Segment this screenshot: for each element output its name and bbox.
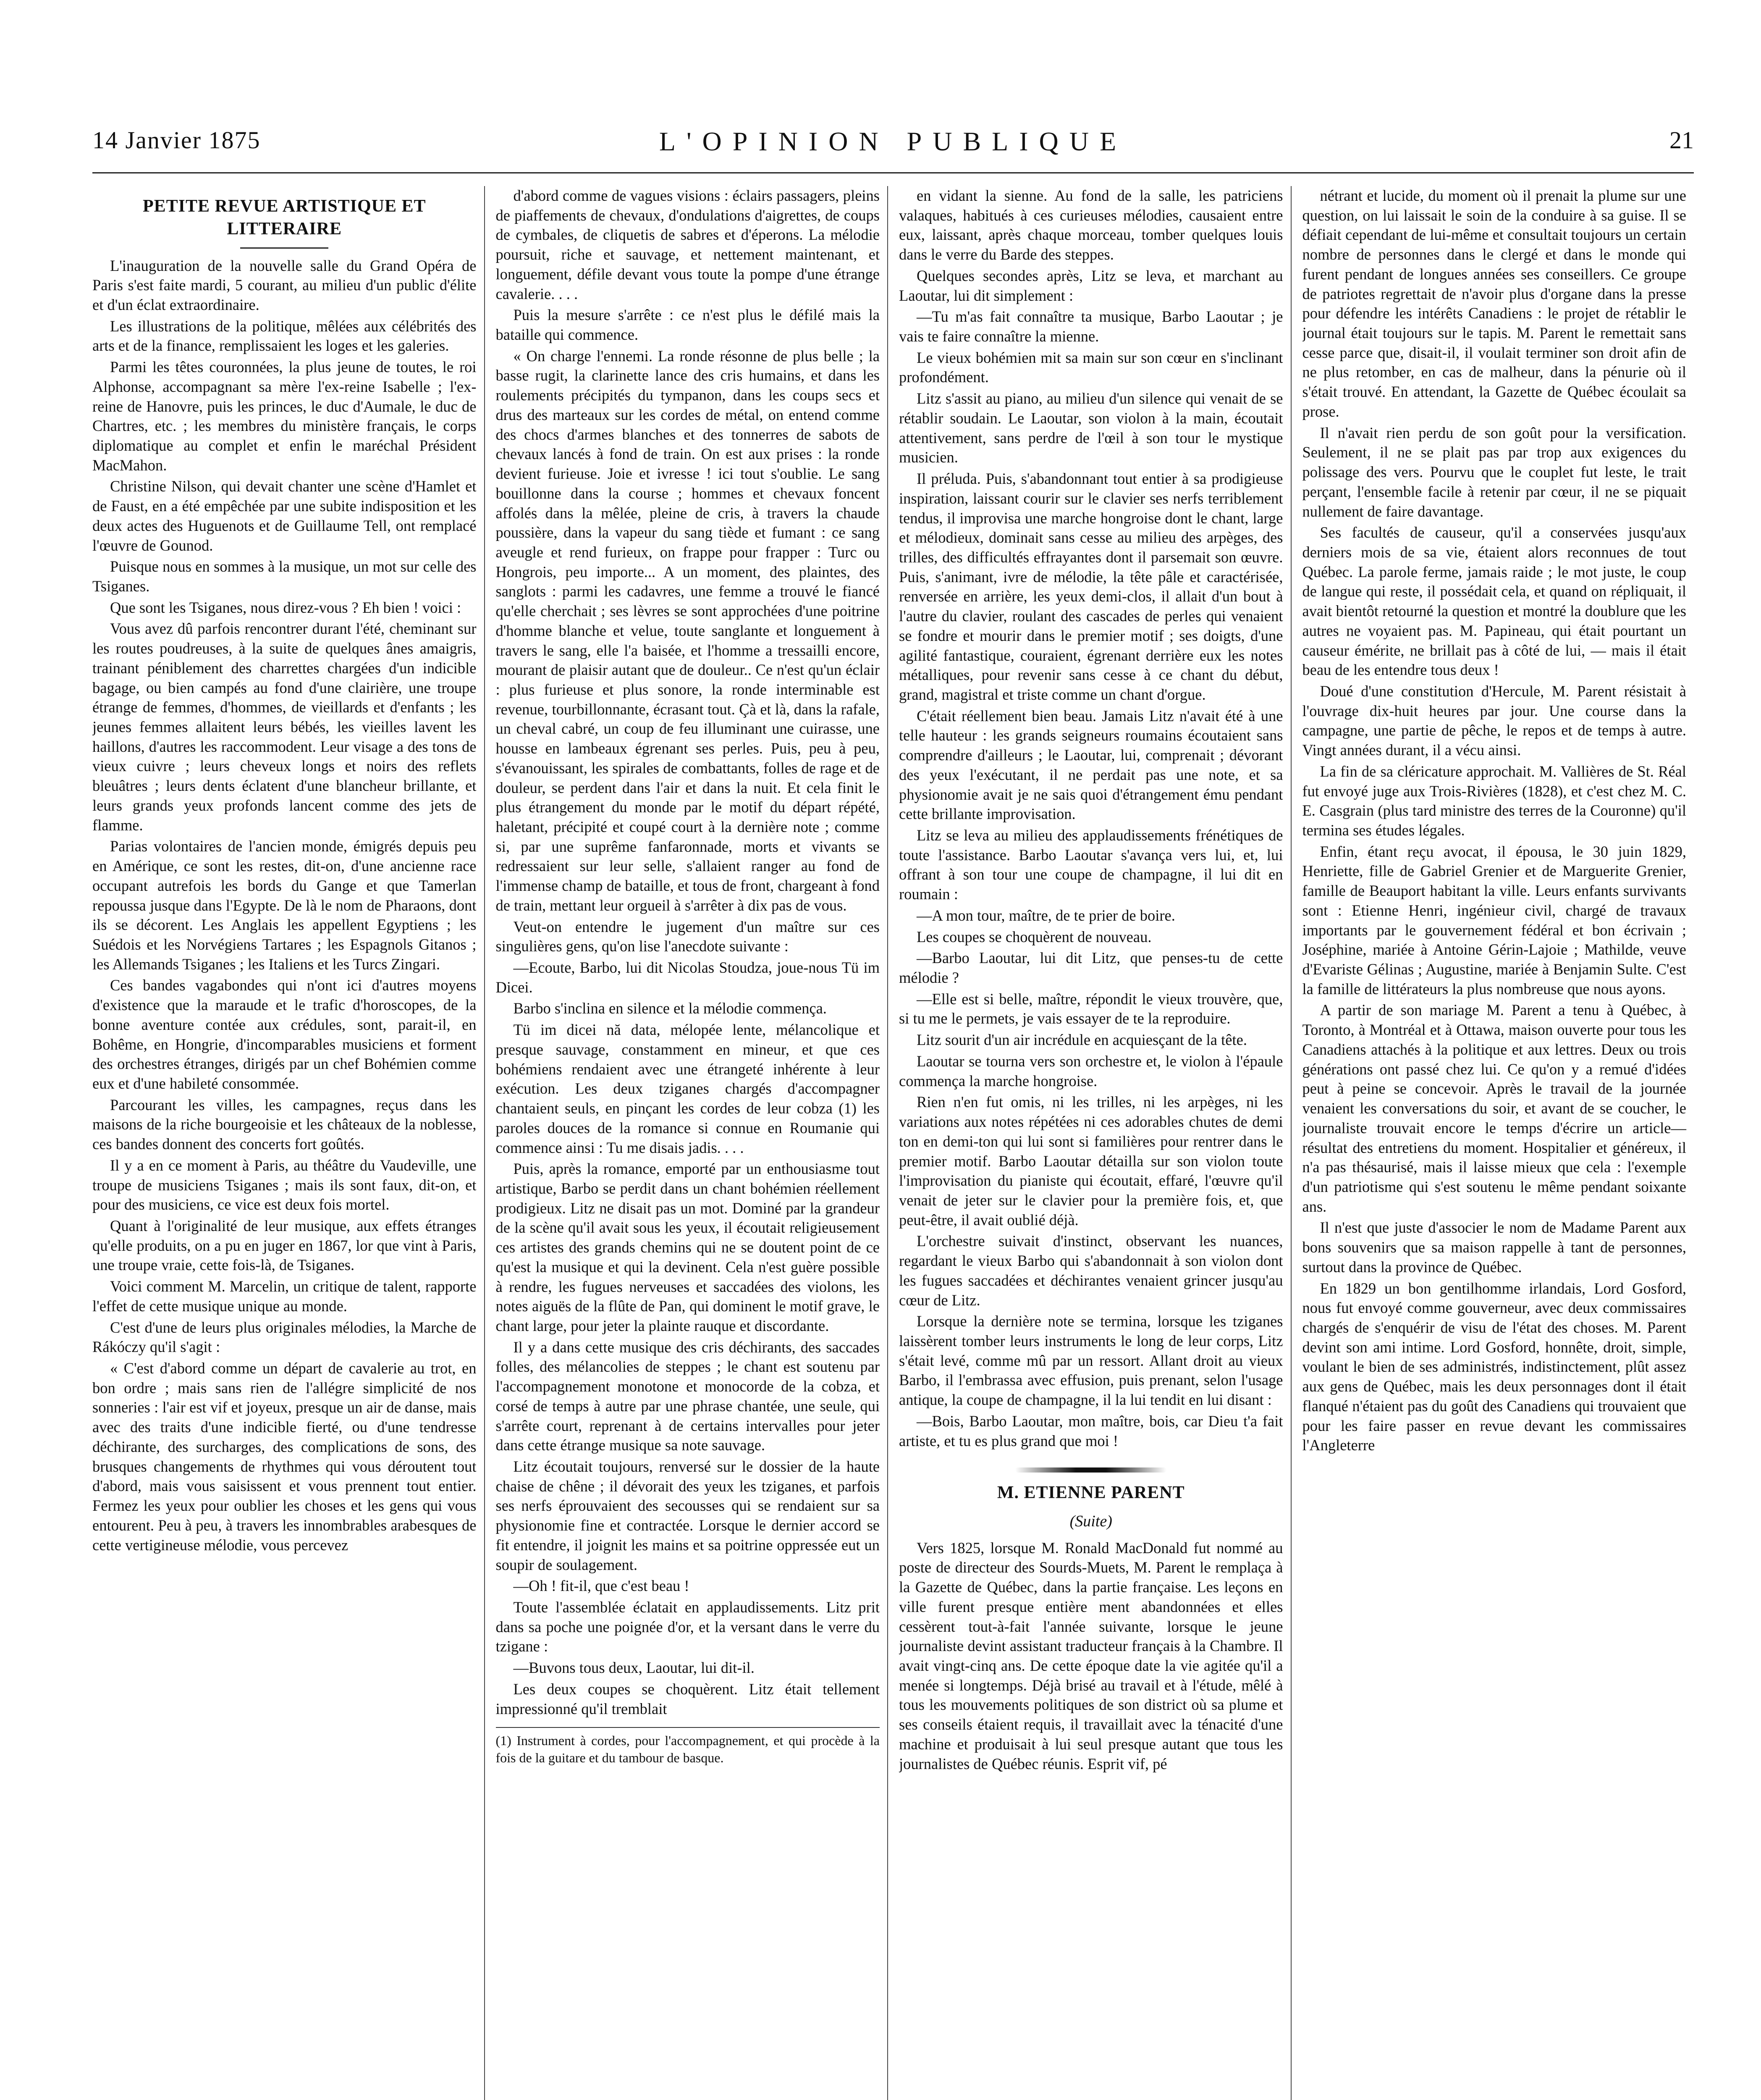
paragraph: L'orchestre suivait d'instinct, observant les nuances, regardant le vieux Barbo qui s'abandonnait à son violon dont les fugues saccadées et déchirantes venaient grincer jusqu'au cœur de Litz. <box>899 1232 1283 1309</box>
paragraph: La fin de sa cléricature approchait. M. Vallières de St. Réal fut envoyé juge aux Trois-Rivières (1828), et c'est chez M. C. E. Casgrain (plus tard ministre des terres de la Couronne) qu'il termina ses études légales. <box>1302 762 1686 839</box>
issue-date: 14 Janvier 1875 <box>92 126 261 154</box>
paragraph: Il préluda. Puis, s'abandonnant tout entier à sa prodigieuse inspiration, laissant courir sur le clavier ses nerfs terriblement tendus, il improvisa une marche hongroise dont le chant, large et mélodieux, dominait sans cesse au milieu des arpèges, des trilles, des difficultés effrayantes dont il parsemait son œuvre. Puis, s'animant, ivre de mélodie, la tête pâle et caractérisée, renversée en arrière, les yeux demi-clos, il allait d'un bout à l'autre du clavier, roulant des cascades de perles qui venaient se fondre et mourir dans le premier motif ; ses doigts, d'une agilité fantastique, couraient, égrenant derrière eux les notes métalliques, pour revenir sans cesse à ce chant du début, grand, magistral et triste comme un chant d'orgue. <box>899 470 1283 703</box>
section-ornament <box>1015 1467 1166 1473</box>
paragraph: « C'est d'abord comme un départ de cavalerie au trot, en bon ordre ; mais sans rien de l'allégre simplicité de nos sonneries : l'air est vif et joyeux, presque un air de danse, mais avec des traits d'une indicible fierté, ou d'une tendresse déchirante, des surcharges, des complications de sons, des brusques changements de rhythmes qui vous déroutent tout d'abord, mais vous saisissent et vous prennent tout entier. Fermez les yeux pour oublier les choses et les gens qui vous entourent. Peu à peu, à travers les innombrables arabesques de cette vertigineuse mélodie, vous percevez <box>92 1360 477 1554</box>
article-heading: M. ETIENNE PARENT <box>997 1483 1185 1503</box>
masthead <box>92 122 1694 173</box>
paragraph: Barbo s'inclina en silence et la mélodie commença. <box>513 1000 827 1017</box>
paragraph: Litz sourit d'un air incrédule en acquiesçant de la tête. <box>917 1031 1247 1049</box>
paragraph: Puis, après la romance, emporté par un enthousiasme tout artistique, Barbo se perdit dans un chant bohémien réellement prodigieux. Litz ne disait pas un mot. Dominé par la grandeur de la scène qu'il avait sous les yeux, il écoutait religieusement ces artistes des grands chemins qui ne se doutent point de ce qu'est la musique et qui la devinent. Cela n'est guère possible à rendre, les fugues nerveuses et saccadées des violons, les notes aiguës de la flûte de Pan, qui dominent le motif grave, le chant large, pour jeter la plainte rauque et discordante. <box>495 1160 880 1334</box>
paragraph: Ces bandes vagabondes qui n'ont ici d'autres moyens d'existence que la maraude et le trafic d'horoscopes, de la bonne aventure contée aux crédules, sont, parait-il, en Bohême, en Hongrie, d'incomparables musiciens et forment des orchestres étranges, dirigés par un chef Bohémien comme eux et d'une habileté consommée. <box>92 976 477 1092</box>
page-number: 21 <box>1669 126 1694 154</box>
paragraph: C'était réellement bien beau. Jamais Litz n'avait été à une telle hauteur : les grands seigneurs roumains écoutaient sans comprendre d'ailleurs ; le Laoutar, lui, comprenait ; dévorant des yeux l'exécutant, il ne perdait pas une note, et sa physionomie avait je ne sais quoi d'étrangement ému pendant cette brillante improvisation. <box>899 707 1283 823</box>
paragraph: Quant à l'originalité de leur musique, aux effets étranges qu'elle produits, on a pu en juger en 1867, lor que vint à Paris, une troupe vraie, cette fois-là, de Tsiganes. <box>92 1217 477 1274</box>
paragraph: Lorsque la dernière note se termina, lorsque les tziganes laissèrent tomber leurs instruments le long de leur corps, Litz s'était levé, comme mû par un ressort. Allant droit au vieux Barbo, il l'embrassa avec effusion, puis prenant, selon l'usage antique, la coupe de champagne, il la lui tendit en lui disant : <box>899 1312 1283 1409</box>
paragraph: —Tu m'as fait connaître ta musique, Barbo Laoutar ; je vais te faire connaître la mienne. <box>899 308 1283 345</box>
paragraph: Litz écoutait toujours, renversé sur le dossier de la haute chaise de chêne ; il dévorait des yeux les tziganes, et parfois ses nerfs éprouvaient des secousses qui se rendaient sur sa physionomie fine et contractée. Lorsque le dernier accord se fit entendre, il joignit les mains et sa poitrine oppressée eut un soupir de soulagement. <box>495 1458 880 1573</box>
paragraph: Il y a en ce moment à Paris, au théâtre du Vaudeville, une troupe de musiciens Tsiganes ; mais ils sont faux, dit-on, et pour des musiciens, ce vice est deux fois mortel. <box>92 1156 477 1213</box>
column-1 <box>92 186 485 2100</box>
column-3 <box>899 186 1292 2100</box>
paragraph: Il n'avait rien perdu de son goût pour la versification. Seulement, il ne se plait pas par trop aux exigences du polissage des vers. Pourvu que le couplet fut leste, le trait perçant, l'ensemble facile à retenir par cœur, il ne se piquait nullement de faire davantage. <box>1302 424 1686 520</box>
paragraph: Le vieux bohémien mit sa main sur son cœur en s'inclinant profondément. <box>899 349 1283 386</box>
paragraph: C'est d'une de leurs plus originales mélodies, la Marche de Rákóczy qu'il s'agit : <box>92 1318 477 1356</box>
paragraph: Vous avez dû parfois rencontrer durant l'été, cheminant sur les routes poudreuses, à la suite de quelques ânes amaigris, trainant péniblement des charrettes chargées d'un indicible bagage, ou bien campés au fond d'une clairière, une troupe étrange de femmes, d'hommes, de vieillards et d'enfants ; les jeunes femmes allaitent leurs bébés, les vieilles lavent les haillons, d'autres les raccommodent. Leur visage a des tons de vieux cuivre ; leurs cheveux longs et noirs des reflets bleuâtres ; leurs dents éclatent d'une blancheur brillante, et leurs grands yeux profonds lancent comme des jets de flamme. <box>92 620 477 834</box>
column-3-body-2 <box>899 1538 1283 1774</box>
paragraph: Ses facultés de causeur, qu'il a conservées jusqu'aux derniers mois de sa vie, étaient alors reconnues de tout Québec. La parole ferme, jamais raide ; le mot juste, le coup de langue qui reste, il possédait cela, et quand on répliquait, il avait bientôt retourné la question et montré la doublure que les autres ne voyaient pas. M. Papineau, qui était pourtant un causeur émérite, ne brillait pas à côté de lui, — mais il était beau de les entendre tous deux ! <box>1302 524 1686 679</box>
paragraph: A partir de son mariage M. Parent a tenu à Québec, à Toronto, à Montréal et à Ottawa, maison ouverte pour tous les Canadiens attachés à la politique et aux lettres. Deux ou trois générations ont passé chez lui. Ce qu'on y a remué d'idées peut à peine se concevoir. Après le travail de la journée venaient les conversations du soir, et avant de se coucher, le journaliste trouvait encore le temps d'écrire un article—résultat des entretiens du moment. Hospitalier et généreux, il n'a pas thésaurisé, mais il laisse mieux que cela : l'exemple d'un patriotisme qui s'est soutenu le même pendant soixante ans. <box>1302 1001 1686 1215</box>
paragraph: Les illustrations de la politique, mêlées aux célébrités des arts et de la finance, remplissaient les loges et les galeries. <box>92 317 477 354</box>
paragraph: Doué d'une constitution d'Hercule, M. Parent résistait à l'ouvrage dix-huit heures par jour. Une course dans la campagne, une partie de pêche, le repos et de temps à autre. Vingt années durant, il a vécu ainsi. <box>1302 682 1686 759</box>
paragraph: —Barbo Laoutar, lui dit Litz, que penses-tu de cette mélodie ? <box>899 949 1283 987</box>
column-2-body <box>496 186 880 1719</box>
column-4-body <box>1302 186 1687 1455</box>
paragraph: Parias volontaires de l'ancien monde, émigrés depuis peu en Amérique, ce sont les restes, dit-on, d'une ancienne race occupant autrefois les bords du Gange et que Tamerlan repoussa jusque dans l'Egypte. De là le nom de Pharaons, dont ils se décorent. Les Anglais les appellent Egyptiens ; les Suédois et les Norvégiens Tartares ; les Espagnols Gitanos ; les Allemands Tsiganes ; les Italiens et les Turcs Zingari. <box>92 837 477 973</box>
paragraph: Parmi les têtes couronnées, la plus jeune de toutes, le roi Alphonse, accompagnant sa mère l'ex-reine Isabelle ; l'ex-reine de Hanovre, puis les princes, le duc d'Aumale, le duc de Chartres, etc. ; les membres du ministère français, le corps diplomatique au complet et enfin le maréchal Président MacMahon. <box>92 358 477 474</box>
paragraph: —Elle est si belle, maître, répondit le vieux trouvère, que, si tu me le permets, je vais essayer de te la reproduire. <box>899 990 1283 1027</box>
paragraph: —Ecoute, Barbo, lui dit Nicolas Stoudza, joue-nous Tü im Dicei. <box>495 959 880 996</box>
paragraph: d'abord comme de vagues visions : éclairs passagers, pleins de piaffements de chevaux, d'ondulations d'aigrettes, de coups de cymbales, de cliquetis de sabres et d'éperons. La mélodie poursuit, riche et sauvage, et nettement maintenant, et longuement, défile devant vous toute la pompe d'une étrange cavalerie. . . . <box>495 187 880 302</box>
text-columns <box>92 186 1694 2100</box>
paragraph: Quelques secondes après, Litz se leva, et marchant au Laoutar, lui dit simplement : <box>899 267 1283 304</box>
paragraph: Vers 1825, lorsque M. Ronald MacDonald fut nommé au poste de directeur des Sourds-Muets, M. Parent le remplaça à la Gazette de Québec, dans la partie française. Les leçons en ville furent presque entière ment abandonnées et elles cessèrent tout-à-fait l'année suivante, lorsque le jeune journaliste devint assistant traducteur français à la Chambre. Il avait vingt-cinq ans. De cette époque date la vie agitée qu'il a menée si longtemps. Déjà brisé au travail et à l'étude, mêlé à tous les mouvements politiques de son district où sa plume et ses conseils étaient requis, il travaillait avec la ténacité d'une machine et produisait à lui seul presque autant que tous les journalistes de Québec réunis. Esprit vif, pé <box>899 1539 1283 1772</box>
paragraph: —Buvons tous deux, Laoutar, lui dit-il. <box>513 1659 755 1677</box>
footnote: (1) Instrument à cordes, pour l'accompagnement, et qui procède à la fois de la guitare et du tambour de basque. <box>496 1727 880 1767</box>
paragraph: Les coupes se choquèrent de nouveau. <box>917 928 1152 945</box>
paragraph: en vidant la sienne. Au fond de la salle, les patriciens valaques, habitués à ces curieuses mélodies, causaient entre eux, laissant, après chaque morceau, tomber quelques louis dans le verre du Barde des steppes. <box>899 187 1283 263</box>
newspaper-title: L'OPINION PUBLIQUE <box>659 126 1127 156</box>
article-subtitle: (Suite) <box>1069 1512 1112 1530</box>
paragraph: Que sont les Tsiganes, nous direz-vous ? Eh bien ! voici : <box>110 598 461 616</box>
paragraph: Litz se leva au milieu des applaudissements frénétiques de toute l'assistance. Barbo Laoutar s'avança vers lui, et, lui offrant à son tour une coupe de champagne, il lui dit en roumain : <box>899 827 1283 903</box>
column-1-body <box>92 256 477 1555</box>
paragraph: Veut-on entendre le jugement d'un maître sur ces singulières gens, qu'on lise l'anecdote suivante : <box>495 918 880 955</box>
heading-rule <box>240 247 328 249</box>
paragraph: —Oh ! fit-il, que c'est beau ! <box>513 1577 689 1595</box>
paragraph: Tü im dicei nă data, mélopée lente, mélancolique et presque sauvage, constamment en mineur, et que ces bohémiens rendaient avec une étrangeté inhérente à leur exécution. Les deux tziganes chargés d'accompagner chantaient seuls, en pinçant les cordes de leur cobza (1) les paroles douces de la romance si connue en Roumanie qui commence ainsi : Tu me disais jadis. . . . <box>495 1021 880 1156</box>
paragraph: —Bois, Barbo Laoutar, mon maître, bois, car Dieu t'a fait artiste, et tu es plus grand que moi ! <box>899 1412 1283 1449</box>
column-4 <box>1302 186 1694 2100</box>
paragraph: Les deux coupes se choquèrent. Litz était tellement impressionné qu'il tremblait <box>495 1680 880 1717</box>
paragraph: Il n'est que juste d'associer le nom de Madame Parent aux bons souvenirs que sa maison rappelle à tant de personnes, surtout dans la province de Québec. <box>1302 1219 1686 1276</box>
paragraph: Voici comment M. Marcelin, un critique de talent, rapporte l'effet de cette musique unique au monde. <box>92 1278 477 1315</box>
paragraph: Puisque nous en sommes à la musique, un mot sur celle des Tsiganes. <box>92 558 477 595</box>
paragraph: —A mon tour, maître, de te prier de boire. <box>917 906 1175 924</box>
paragraph: Il y a dans cette musique des cris déchirants, des saccades folles, des mélancolies de steppes ; le chant est soutenu par l'accompagnement monotone et monocorde de la cobza, et corsé de temps à autre par une phrase chantée, une seule, qui s'arrête court, reprenant à de certains intervalles pour jeter dans cette étrange musique sa note sauvage. <box>495 1338 880 1454</box>
paragraph: Enfin, étant reçu avocat, il épousa, le 30 juin 1829, Henriette, fille de Gabriel Grenier et de Marguerite Grenier, famille de Beauport habitant la ville. Leurs enfants survivants sont : Etienne Henri, ingénieur civil, chargé de travaux importants par le gouvernement fédéral et bon écrivain ; Joséphine, mariée à Antoine Gérin-Lajoie ; Mathilde, veuve d'Evariste Gélinas ; Augustine, mariée à Benjamin Sulte. C'est la famille de littérateurs la plus nombreuse que nous ayons. <box>1302 843 1686 998</box>
column-2 <box>496 186 888 2100</box>
paragraph: « On charge l'ennemi. La ronde résonne de plus belle ; la basse rugit, la clarinette lance des cris humains, et dans les roulements précipités du tympanon, dans les coups secs et drus des marteaux sur les cordes de métal, on entend comme des chocs d'armes blanches et des tonnerres de sabots de chevaux lancés à fond de train. On est aux prises : la ronde devient furieuse. Joie et ivresse ! ici tout s'oublie. Le sang bouillonne dans la course ; hommes et chevaux foncent affolés dans la mêlée, pleine de cris, à travers la chaude poussière, dans la vapeur du sang tiède et fumant : ce sang aveugle et rend furieux, on frappe pour frapper : Turc ou Hongrois, peu importe... A un moment, des plaintes, des sanglots : parmi les cadavres, une femme a trouvé le fiancé qu'elle cherchait ; ses lèvres se sont approchées d'une poitrine d'homme blanche et velue, toute sanglante et longuement à travers le sang, elle l'a baisée, et l'homme a tressailli encore, mourant de plaisir autant que de douleur.. Ce n'est qu'un éclair : plus furieuse et plus sonore, la ronde interminable est revenue, tourbillonnante, écrasant tout. Çà et là, dans la rafale, un cheval cabré, un coup de feu illuminant une cuirasse, une housse en lambeaux égrenant ses perles. Puis, peu à peu, s'évanouissant, les spirales de combattants, folles de rage et de douleur, se perdent dans l'air et dans la nuit. Et cela finit le plus étrangement du monde par le motif du départ répété, haletant, précipité et coupé court à la dernière note ; comme si, par une suprême fanfaronnade, morts et vivants se redressaient sur leur selle, s'allaient ranger au fond de l'immense champ de bataille, et tous de front, chargeant à fond de train, mettant leur orgueil à s'arrêter à dix pas de vous. <box>495 347 880 914</box>
paragraph: Rien n'en fut omis, ni les trilles, ni les arpèges, ni les variations aux notes répétées ni ces adorables chutes de demi ton en demi-ton qui lui sont si familières pour rentrer dans le premier motif. Barbo Laoutar détailla sur son violon toute l'improvisation du pianiste qui écoutait, effaré, l'œuvre qu'il venait de jeter sur le clavier pour la première fois, et, que peut-être, il avait oublié déjà. <box>899 1093 1283 1228</box>
paragraph: Toute l'assemblée éclatait en applaudissements. Litz prit dans sa poche une poignée d'or, et la versant dans le verre du tzigane : <box>495 1599 880 1655</box>
section-heading: PETITE REVUE ARTISTIQUE ET LITTERAIRE <box>142 197 426 239</box>
paragraph: Laoutar se tourna vers son orchestre et, le violon à l'épaule commença la marche hongroise. <box>899 1052 1283 1089</box>
column-3-body <box>899 186 1283 1451</box>
paragraph: L'inauguration de la nouvelle salle du Grand Opéra de Paris s'est faite mardi, 5 courant, au milieu d'un public d'élite et d'un éclat extraordinaire. <box>92 257 477 313</box>
paragraph: nétrant et lucide, du moment où il prenait la plume sur une question, on lui laissait le soin de la conduire à sa guise. Il se défiait cependant de lui-même et consultait toujours un certain nombre de personnes dans le clergé et dans le monde qui furent pendant de longues années ses conseillers. Ce groupe de patriotes regrettait de n'avoir plus d'organe dans la presse pour défendre les intérêts Canadiens : le projet de rétablir le journal était toujours sur le tapis. M. Parent le remettait sans cesse parce que, disait-il, il voulait terminer son droit afin de ne plus retomber, en cas de malheur, dans la pénurie où il s'était trouvé. En attendant, la Gazette de Québec écoulait sa prose. <box>1302 187 1686 420</box>
paragraph: Puis la mesure s'arrête : ce n'est plus le défilé mais la bataille qui commence. <box>495 306 880 344</box>
paragraph: En 1829 un bon gentilhomme irlandais, Lord Gosford, nous fut envoyé comme gouverneur, avec deux commissaires chargés de s'enquérir de visu de l'état des choses. M. Parent devint son ami intime. Lord Gosford, honnête, droit, simple, voulant le bien de ses administrés, indistinctement, plût assez aux gens de Québec, mais les deux personnages dont il était flanqué n'étaient pas du goût des Canadiens qui trouvaient que pour les faire passer en revue devant les commissaires l'Angleterre <box>1302 1279 1686 1454</box>
paragraph: Parcourant les villes, les campagnes, reçus dans les maisons de la riche bourgeoisie et les châteaux de la noblesse, ces bandes donnent des concerts fort goûtés. <box>92 1096 477 1153</box>
paragraph: Litz s'assit au piano, au milieu d'un silence qui venait de se rétablir soudain. Le Laoutar, son violon à la main, écoutait attentivement, sans perdre de l'œil à son tour le mystique musicien. <box>899 390 1283 466</box>
paragraph: Christine Nilson, qui devait chanter une scène d'Hamlet et de Faust, en a été empêchée par une subite indisposition et les deux actes des Huguenots et de Guillaume Tell, ont remplacé l'œuvre de Gounod. <box>92 478 477 554</box>
